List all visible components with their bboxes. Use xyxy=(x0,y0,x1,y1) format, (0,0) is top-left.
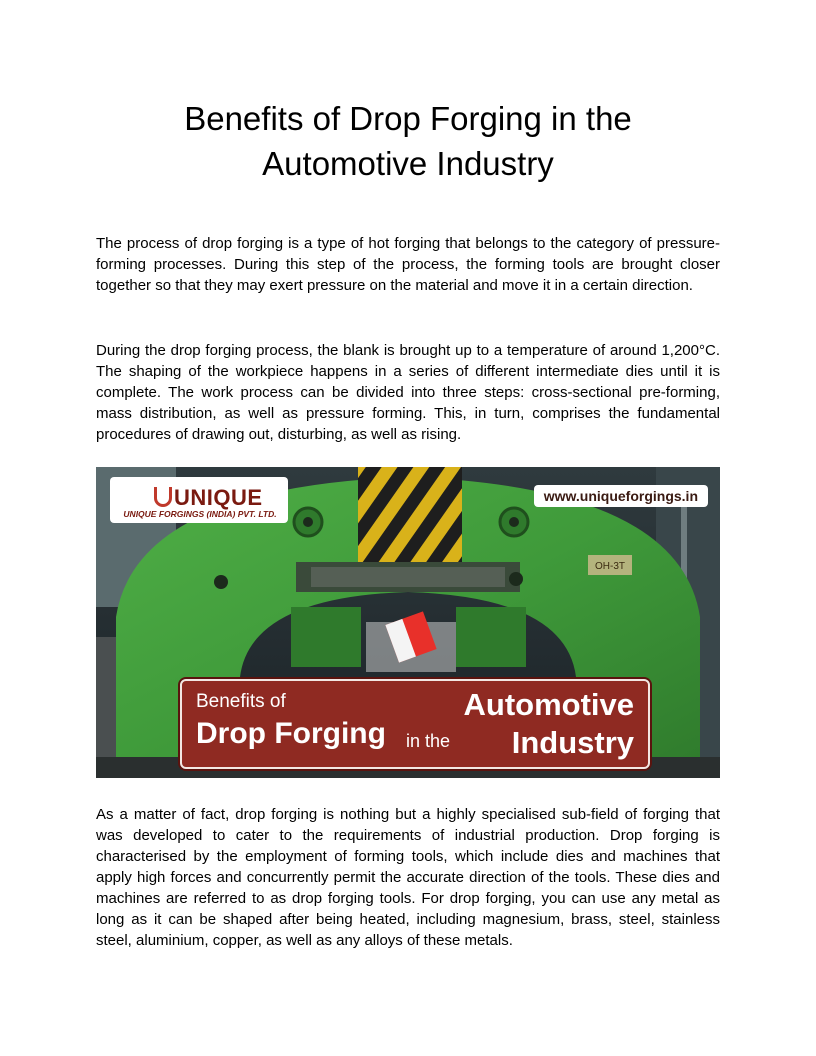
headline-in-the: in the xyxy=(406,731,451,751)
logo-subtitle: UNIQUE FORGINGS (INDIA) PVT. LTD. xyxy=(123,509,277,519)
paragraph-definition: As a matter of fact, drop forging is nothing but a highly specialised sub-field of forging that was developed to cater to the requirements of industrial production. Drop forging is characterised by the employment of forming tools, which include dies and machines that apply high forces and concurrently permit the accurate direction of the tools. These dies and machines are referred to as drop forging tools. For drop forging, you can use any metal as long as it can be shaped after being heated, including magnesium, brass, steel, stainless steel, aluminium, copper, as well as any alloys of these metals. xyxy=(96,806,720,949)
page-title xyxy=(96,96,720,186)
logo-name xyxy=(154,485,263,511)
headline-drop-forging: Drop Forging xyxy=(196,717,386,750)
banner-image xyxy=(96,467,720,778)
title-line-2: Automotive Industry xyxy=(262,145,554,182)
paragraph-intro: The process of drop forging is a type of hot forging that belongs to the category of pressure-forming processes. During this step of the process, the forming tools are brought closer together so that they may exert pressure on the material and move it in a certain direction. xyxy=(96,235,720,294)
title-line-1: Benefits of Drop Forging in the xyxy=(184,100,632,137)
website-url: www.uniqueforgings.in xyxy=(534,485,708,507)
headline-benefits-of: Benefits of xyxy=(196,691,286,712)
logo-u-icon xyxy=(154,487,172,507)
press-plate-text: OH-3T xyxy=(595,561,625,572)
logo-name-text: UNIQUE xyxy=(174,485,263,510)
headline-automotive: Automotive xyxy=(463,687,634,722)
headline-industry: Industry xyxy=(511,725,634,760)
company-logo xyxy=(110,477,288,523)
headline-card xyxy=(180,679,650,769)
paragraph-process: During the drop forging process, the blank is brought up to a temperature of around 1,200°C. The shaping of the workpiece happens in a series of different intermediate dies until it is complete. The work process can be divided into three steps: cross-sectional pre-forming, mass distribution, as well as pressure forming. This, in turn, comprises the fundamental procedures of drawing out, disturbing, as well as rising. xyxy=(96,342,720,443)
